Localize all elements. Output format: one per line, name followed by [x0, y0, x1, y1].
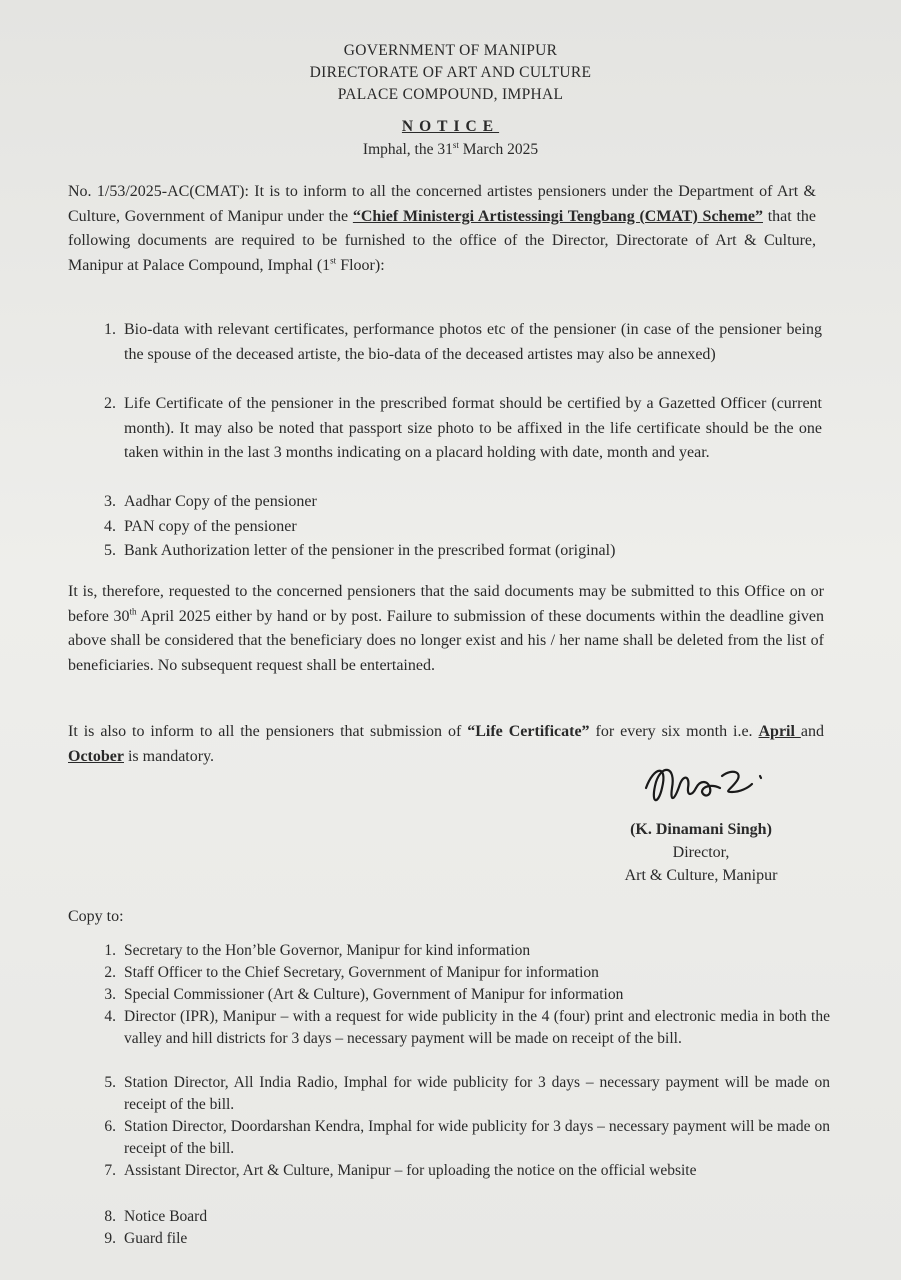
list-item-number: 1. — [104, 321, 116, 338]
notice-date — [0, 141, 901, 159]
signatory-designation: Director, — [672, 844, 730, 861]
list-item-text: Bank Authorization letter of the pensioner in the prescribed format (original) — [124, 542, 616, 559]
list-item-number: 8. — [104, 1208, 116, 1225]
list-item-number: 2. — [104, 964, 116, 981]
intro-text-2: that the following documents are required to be furnished to the office of the Director, Directorate of Art & Culture, Manipur at Palace Compound, Imphal (1 — [68, 207, 817, 274]
list-item-number: 9. — [104, 1230, 116, 1247]
deadline-text-2: April 2025 either by hand or by post. Failure to submission of these documents within the deadline given above shall be considered that the beneficiary does no longer exist and his / her name shall be deleted from the list of beneficiaries. No subsequent request shall be entertained. — [68, 607, 825, 674]
signatory-name: (K. Dinamani Singh) — [630, 821, 772, 838]
list-item-number: 4. — [104, 1008, 116, 1025]
notice-title: NOTICE — [401, 118, 500, 135]
list-item-number: 3. — [104, 493, 116, 510]
list-item-text: Notice Board — [124, 1208, 208, 1225]
list-item-text: Guard file — [124, 1230, 188, 1247]
intro-paragraph — [68, 180, 816, 278]
header-directorate: DIRECTORATE OF ART AND CULTURE — [309, 64, 592, 81]
signatory-department: Art & Culture, Manipur — [624, 867, 778, 884]
lc-bold: “Life Certificate” — [467, 723, 590, 740]
list-item-number: 5. — [104, 1074, 116, 1091]
list-item-text: Bio-data with relevant certificates, performance photos etc of the pensioner (in case of the pensioner being the spouse of the deceased artiste, the bio-data of the deceased artistes may also be annexed) — [124, 321, 822, 363]
documents-list — [92, 318, 822, 568]
deadline-sup: th — [129, 606, 137, 617]
director-signature — [640, 758, 820, 816]
intro-sup: st — [330, 255, 337, 266]
list-item-text: Station Director, Doordarshan Kendra, Imphal for wide publicity for 3 days – necessary payment will be made on receipt of the bill. — [124, 1118, 830, 1157]
list-item-text: Special Commissioner (Art & Culture), Government of Manipur for information — [124, 986, 624, 1003]
lc-text-1: It is also to inform to all the pensioners that submission of — [68, 723, 468, 740]
lc-text-3: is mandatory. — [123, 747, 215, 765]
list-item-text: PAN copy of the pensioner — [124, 518, 297, 535]
lc-and: and — [800, 723, 824, 740]
list-item-text: Station Director, All India Radio, Imphal for wide publicity for 3 days – necessary payment will be made on receipt of the bill. — [124, 1074, 830, 1113]
list-item-number: 7. — [104, 1162, 116, 1179]
deadline-text-1: It is, therefore, requested to the concerned pensioners that the said documents may be submitted to this Office on or before 30 — [68, 583, 824, 625]
date-prefix: Imphal, the 31 — [362, 141, 453, 158]
date-suffix: March 2025 — [458, 141, 539, 158]
intro-text-1: No. 1/53/2025-AC(CMAT): It is to inform to all the concerned artistes pensioners under the Department of Art & Culture, Government of Manipur under the — [68, 183, 816, 225]
list-item-number: 6. — [104, 1118, 116, 1135]
list-item-number: 5. — [104, 542, 116, 559]
list-item-text: Aadhar Copy of the pensioner — [124, 493, 317, 510]
intro-text-3: Floor): — [336, 256, 385, 274]
list-item-text: Life Certificate of the pensioner in the prescribed format should be certified by a Gazetted Officer (current month). It may also be noted that passport size photo to be affixed in the life certificate should be the one taken within in the last 3 months indicating on a placard holding with date, month and year. — [124, 395, 822, 461]
list-item-text: Director (IPR), Manipur – with a request for wide publicity in the 4 (four) print and electronic media in both the valley and hill districts for 3 days – necessary payment will be made on receipt of the bill. — [124, 1008, 830, 1047]
copy-to-label: Copy to: — [68, 908, 124, 925]
signature-block — [596, 818, 806, 887]
date-sup: st — [452, 139, 459, 150]
scheme-name: “Chief Ministergi Artistessingi Tengbang (CMAT) Scheme” — [352, 207, 763, 225]
list-item-text: Secretary to the Hon’ble Governor, Manipur for kind information — [124, 942, 531, 959]
list-item-text: Assistant Director, Art & Culture, Manipur – for uploading the notice on the official website — [124, 1162, 697, 1179]
deadline-paragraph — [68, 580, 824, 678]
list-item-number: 2. — [104, 395, 116, 412]
list-item-number: 1. — [104, 942, 116, 959]
lc-text-2: for every six month i.e. — [589, 723, 759, 740]
month-october: October — [68, 747, 124, 765]
copy-to-list — [92, 940, 832, 1260]
list-item-text: Staff Officer to the Chief Secretary, Government of Manipur for information — [124, 964, 599, 981]
month-april: April — [758, 723, 801, 740]
list-item-number: 3. — [104, 986, 116, 1003]
list-item-number: 4. — [104, 518, 116, 535]
header-government: GOVERNMENT OF MANIPUR — [343, 42, 558, 59]
header-address: PALACE COMPOUND, IMPHAL — [337, 86, 564, 103]
